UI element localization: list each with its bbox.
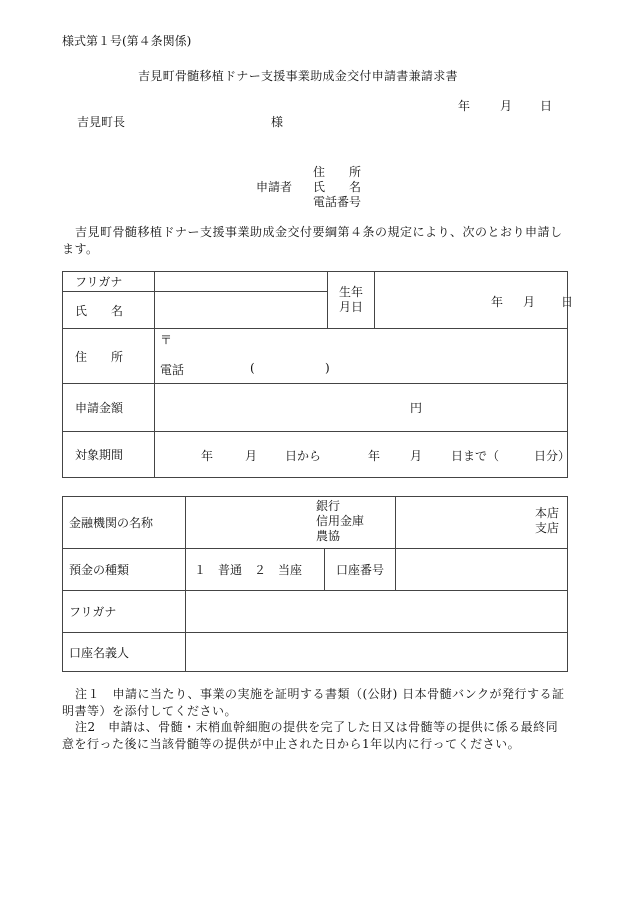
holder-furigana-label: フリガナ: [63, 591, 186, 633]
account-number-label: 口座番号: [325, 549, 396, 591]
account-number-field[interactable]: [396, 549, 568, 591]
honorific: 様: [271, 115, 284, 129]
name-field[interactable]: [155, 292, 328, 329]
page-title: 吉見町骨髄移植ドナー支援事業助成金交付申請書兼請求書: [138, 69, 458, 83]
amount-field[interactable]: [155, 384, 568, 432]
applicant-label: 申請者: [256, 180, 293, 194]
applicant-phone-label: 電話番号: [313, 195, 362, 209]
note-2: 注2 申請は、骨髄・末梢血幹細胞の提供を完了した日又は骨髄等の提供に係る最終同意を行った後に当該骨髄等の提供が中止された日から1年以内に行ってください。: [62, 720, 559, 751]
furigana-field[interactable]: [155, 272, 328, 292]
branch-type-list: 本店 支店: [534, 506, 559, 535]
note-1: 注１ 申請に当たり、事業の実施を証明する書類（(公財) 日本骨髄バンクが発行する証明書等）を添付してください。: [62, 687, 565, 718]
holder-furigana-field[interactable]: [186, 591, 568, 633]
furigana-label: フリガナ: [63, 272, 155, 292]
postal-mark: 〒: [160, 333, 173, 347]
deposit-type-label: 預金の種類: [63, 549, 186, 591]
intro-text: 吉見町骨髄移植ドナー支援事業助成金交付要綱第４条の規定により、次のとおり申請します。: [62, 225, 563, 256]
bank-table: [62, 496, 568, 672]
address-label: 住 所: [63, 329, 155, 384]
bank-name-field[interactable]: [186, 497, 396, 549]
form-number: 様式第１号(第４条関係): [62, 34, 192, 48]
addressee: 吉見町長: [77, 115, 126, 129]
phone-label: 電話: [160, 363, 185, 377]
applicant-table: [62, 271, 574, 478]
amount-label: 申請金額: [63, 384, 155, 432]
period-label: 対象期間: [63, 432, 155, 478]
date-year[interactable]: 年: [458, 99, 471, 113]
date-day[interactable]: 日: [540, 99, 553, 113]
period-field[interactable]: 年 月 日から 年 月 日まで（ 日分）: [155, 432, 568, 478]
bank-type-list: 銀行 信用金庫 農協: [316, 499, 365, 543]
account-holder-label: 口座名義人: [63, 633, 186, 672]
account-holder-field[interactable]: [186, 633, 568, 672]
address-field[interactable]: 〒 電話 ( ): [155, 329, 568, 384]
branch-field[interactable]: [396, 497, 568, 549]
applicant-address-label: 住 所: [313, 165, 362, 179]
birthdate-label: 生年 月日: [328, 272, 375, 329]
deposit-type-options[interactable]: １ 普通 ２ 当座: [186, 549, 325, 591]
applicant-name-label: 氏 名: [313, 180, 362, 194]
bank-name-label: 金融機関の名称: [63, 497, 186, 549]
name-label: 氏 名: [63, 292, 155, 329]
date-month[interactable]: 月: [500, 99, 513, 113]
birthdate-field[interactable]: 年 月 日: [375, 272, 568, 329]
yen-unit: 円: [410, 401, 423, 415]
